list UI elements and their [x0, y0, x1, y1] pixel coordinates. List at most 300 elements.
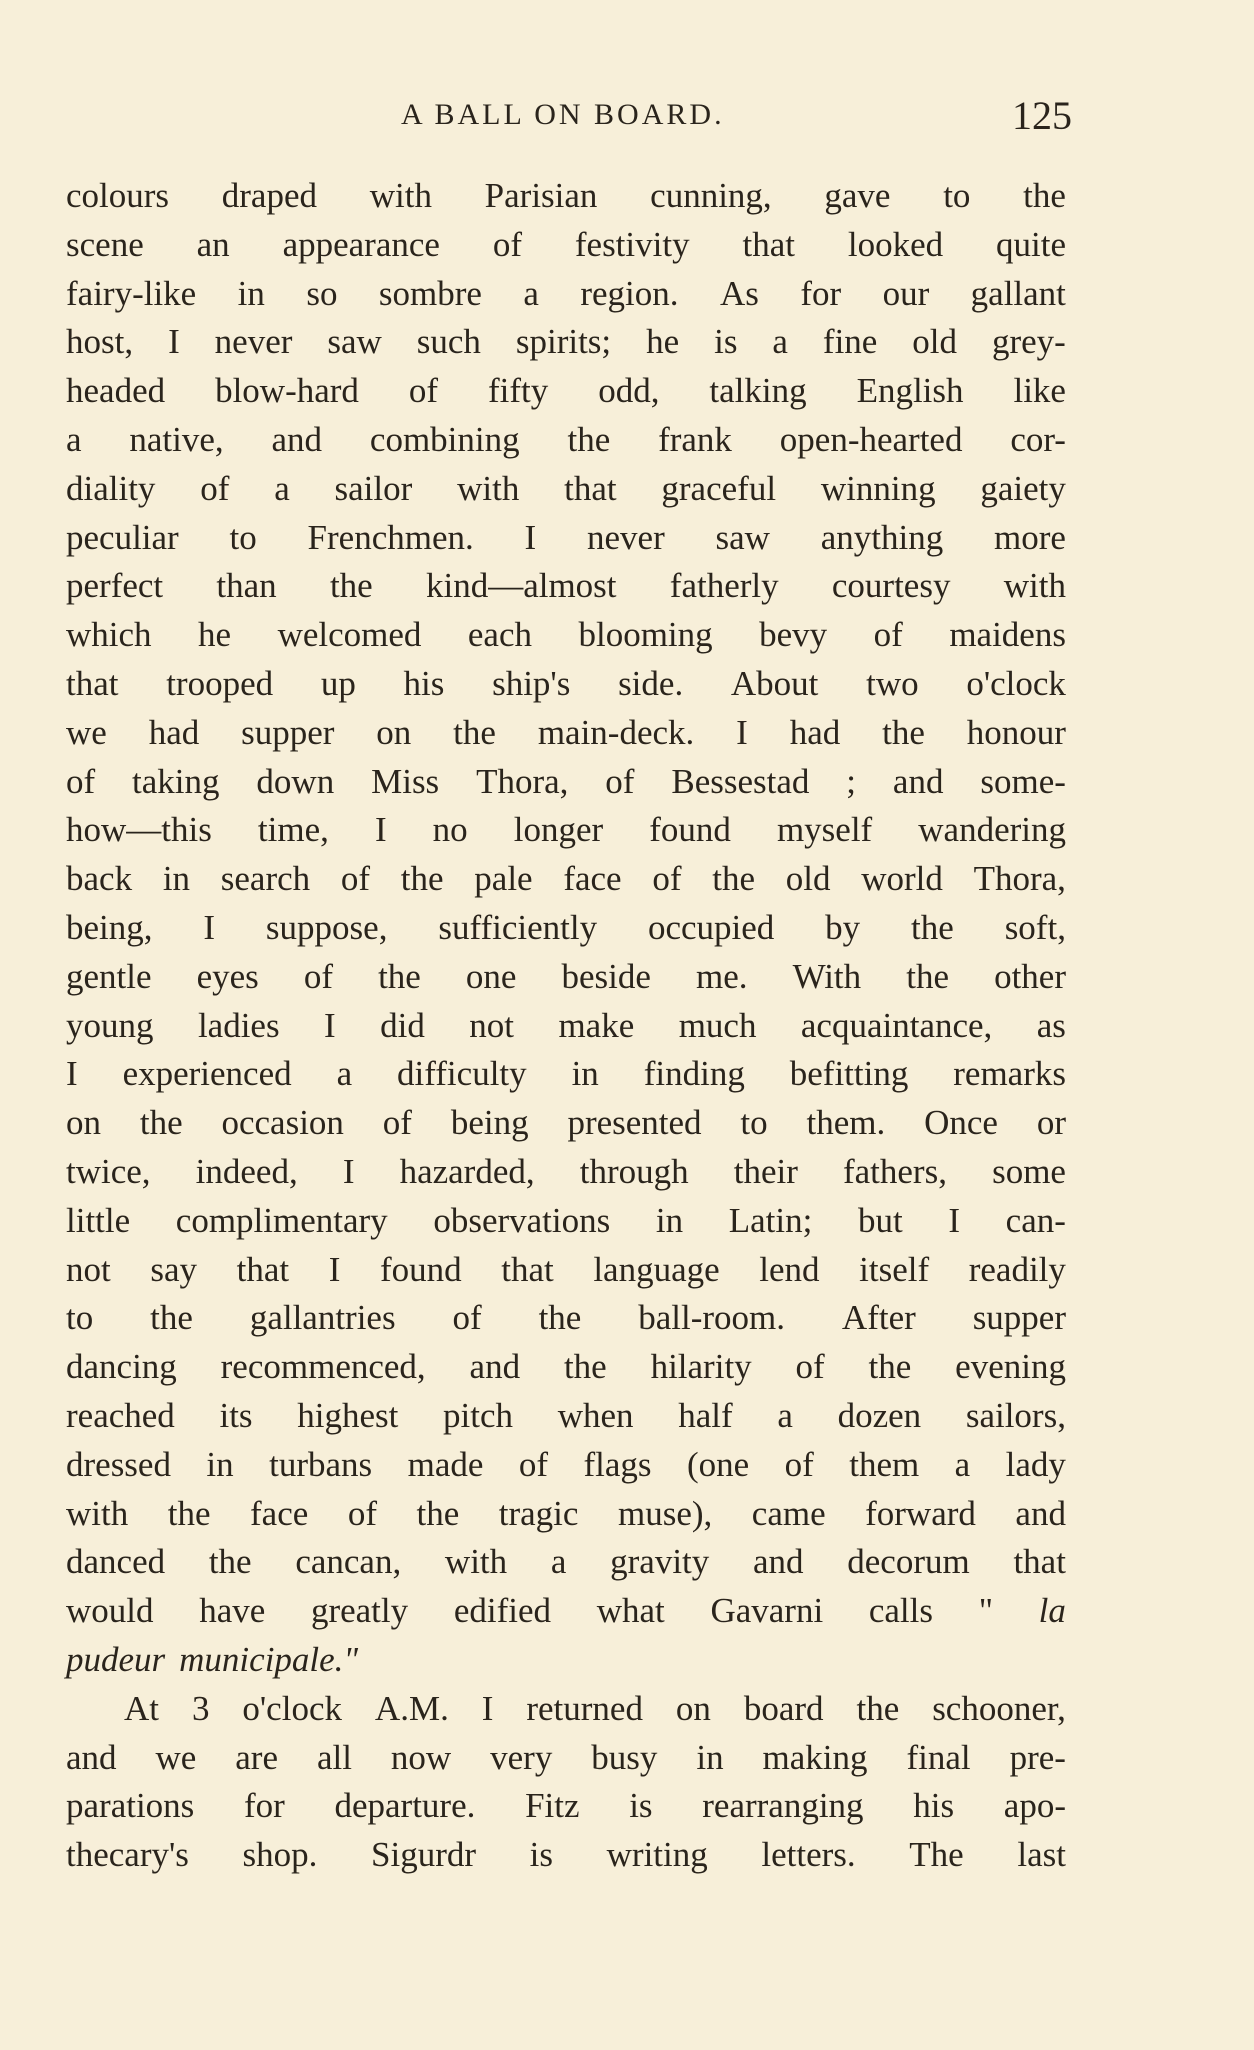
word: trooped	[166, 663, 274, 703]
word: I	[481, 1688, 494, 1728]
word: never	[214, 322, 293, 362]
word: old	[785, 859, 831, 899]
word: Latin;	[728, 1200, 813, 1240]
word: blow-hard	[215, 371, 359, 411]
word: of	[303, 956, 334, 996]
text-line	[66, 1490, 1066, 1539]
word: twice,	[66, 1151, 151, 1191]
word: native,	[129, 419, 224, 459]
word: our	[882, 273, 930, 313]
word: the	[882, 712, 925, 752]
word: are	[235, 1737, 278, 1777]
word: that	[564, 468, 617, 508]
text-line	[66, 172, 1066, 221]
word: returned	[526, 1688, 643, 1728]
body-text	[66, 172, 1066, 1880]
word: some-	[980, 761, 1066, 801]
text-line	[66, 1246, 1066, 1295]
word: being,	[66, 907, 153, 947]
word: graceful	[661, 468, 777, 508]
word: ;	[846, 761, 857, 801]
word: finding	[643, 1054, 745, 1094]
word: up	[320, 663, 356, 703]
word: search	[220, 859, 311, 899]
word: to	[66, 1298, 94, 1338]
word: shop.	[242, 1835, 318, 1875]
word: two	[866, 663, 919, 703]
text-line	[66, 465, 1066, 514]
word: a	[954, 1444, 971, 1484]
word: the	[208, 1542, 252, 1582]
word: have	[199, 1591, 266, 1631]
word: such	[416, 322, 481, 362]
word: them	[849, 1444, 920, 1484]
word: his	[403, 663, 445, 703]
word: them.	[806, 1103, 886, 1143]
word: and	[66, 1737, 117, 1777]
word: a	[336, 1054, 353, 1094]
word: fatherly	[669, 566, 779, 606]
word: occasion	[221, 1103, 344, 1143]
word: of	[795, 1347, 825, 1387]
word: bevy	[759, 615, 828, 655]
text-line	[66, 1441, 1066, 1490]
word: me.	[696, 956, 748, 996]
word: the	[416, 1493, 460, 1533]
word: pudeur	[66, 1639, 166, 1679]
word: and	[753, 1542, 804, 1582]
word: With	[792, 956, 862, 996]
word: Bessestad	[671, 761, 810, 801]
word: edified	[453, 1591, 552, 1631]
word: with	[1003, 566, 1066, 606]
word: to	[229, 517, 257, 557]
word: Parisian	[484, 176, 598, 215]
word: perfect	[66, 566, 164, 606]
word: young	[66, 1005, 154, 1045]
text-line	[66, 270, 1066, 319]
text-line	[66, 855, 1066, 904]
word: time,	[257, 810, 329, 850]
word: language	[593, 1249, 720, 1289]
word: world	[861, 859, 943, 899]
word: with	[66, 1493, 129, 1533]
word: municipale."	[179, 1639, 359, 1679]
word: with	[369, 176, 432, 215]
word: About	[730, 663, 819, 703]
text-line	[66, 562, 1066, 611]
word: pre-	[1009, 1737, 1066, 1777]
text-line	[66, 1636, 1066, 1685]
book-page	[66, 0, 1072, 2050]
word: beside	[561, 956, 651, 996]
word: each	[467, 615, 532, 655]
text-line	[66, 1197, 1066, 1246]
word: cor-	[1010, 419, 1066, 459]
text-line	[66, 1587, 1066, 1636]
word: with	[457, 468, 520, 508]
word: the	[400, 859, 444, 899]
running-title: A BALL ON BOARD.	[401, 98, 725, 131]
word: one	[465, 956, 517, 996]
word: and	[1015, 1493, 1066, 1533]
word: would	[66, 1591, 154, 1631]
word: in	[162, 859, 191, 899]
text-line	[66, 953, 1066, 1002]
word: festivity	[574, 224, 690, 264]
word: tragic	[498, 1493, 579, 1533]
word: maidens	[949, 615, 1066, 655]
word: forward	[865, 1493, 976, 1533]
word: on	[66, 1103, 101, 1143]
word: so	[306, 273, 338, 313]
word: wandering	[918, 810, 1066, 850]
word: scene	[66, 224, 144, 264]
word: fairy-like	[66, 273, 197, 313]
word: last	[1017, 1835, 1066, 1875]
word: itself	[859, 1249, 930, 1289]
word: talking	[709, 371, 807, 411]
text-line	[66, 1831, 1066, 1880]
word: quite	[996, 224, 1066, 264]
text-line	[66, 758, 1066, 807]
word: The	[909, 1835, 964, 1875]
text-line	[66, 1002, 1066, 1051]
word: (one	[686, 1444, 750, 1484]
word: can-	[1005, 1200, 1066, 1240]
text-line	[66, 1343, 1066, 1392]
word: and	[469, 1347, 521, 1387]
word: region.	[580, 273, 679, 313]
word: down	[256, 761, 335, 801]
text-line	[66, 318, 1066, 367]
word: of	[408, 371, 439, 411]
word: colours	[66, 176, 170, 215]
word: la	[1038, 1591, 1066, 1631]
word: on	[675, 1688, 711, 1728]
word: I	[168, 322, 180, 362]
word: had	[789, 712, 841, 752]
word: the	[139, 1103, 183, 1143]
word: that	[742, 224, 795, 264]
word: I	[328, 1249, 341, 1289]
word: in	[655, 1200, 684, 1240]
word: an	[196, 224, 230, 264]
word: of	[452, 1298, 482, 1338]
word: the	[868, 1347, 912, 1387]
word: that	[236, 1249, 290, 1289]
word: I	[203, 907, 216, 947]
word: diality	[66, 468, 156, 508]
word: than	[216, 566, 277, 606]
word: A.M.	[374, 1688, 449, 1728]
word: o'clock	[242, 1688, 342, 1728]
word: ship's	[492, 663, 571, 703]
word: now	[390, 1737, 452, 1777]
word: is	[629, 1786, 653, 1826]
word: taking	[132, 761, 220, 801]
word: 3	[191, 1688, 210, 1728]
word: gravity	[610, 1542, 710, 1582]
word: grey-	[991, 322, 1066, 362]
word: parations	[66, 1786, 195, 1826]
word: in	[696, 1737, 724, 1777]
word: I	[524, 517, 537, 557]
word: or	[1036, 1103, 1066, 1143]
word: its	[219, 1395, 253, 1435]
word: suppose,	[265, 907, 388, 947]
word: odd,	[598, 371, 660, 411]
text-line	[66, 904, 1066, 953]
word: found	[649, 810, 731, 850]
page-header	[66, 92, 1072, 142]
word: gaiety	[980, 468, 1066, 508]
word: English	[856, 371, 964, 411]
word: being	[450, 1103, 529, 1143]
word: of	[873, 615, 903, 655]
word: occupied	[647, 907, 775, 947]
word: hazarded,	[399, 1151, 535, 1191]
word: had	[148, 712, 200, 752]
word: on	[376, 712, 412, 752]
text-line	[66, 611, 1066, 660]
word: a	[274, 468, 290, 508]
word: dressed	[66, 1444, 171, 1484]
word: is	[529, 1835, 554, 1875]
word: At	[124, 1688, 159, 1728]
word: of	[492, 224, 522, 264]
word: when	[557, 1395, 634, 1435]
word: Gavarni	[710, 1591, 824, 1631]
word: the	[712, 859, 755, 899]
word: a	[66, 419, 82, 459]
word: in	[237, 273, 265, 313]
word: make	[558, 1005, 635, 1045]
word: of	[347, 1493, 377, 1533]
text-line	[66, 1782, 1066, 1831]
text-line	[66, 367, 1066, 416]
word: of	[200, 468, 230, 508]
word: face	[250, 1493, 309, 1533]
word: greatly	[310, 1591, 409, 1631]
word: sailors,	[965, 1395, 1066, 1435]
word: more	[994, 517, 1066, 557]
word: danced	[66, 1542, 166, 1582]
text-line	[66, 1392, 1066, 1441]
word: I	[342, 1151, 355, 1191]
word: the	[538, 1298, 582, 1338]
word: of	[518, 1444, 549, 1484]
word: by	[825, 907, 861, 947]
word: calls	[868, 1591, 933, 1631]
word: anything	[820, 517, 944, 557]
word: peculiar	[66, 517, 179, 557]
text-line	[66, 1099, 1066, 1148]
word: main-deck.	[537, 712, 695, 752]
text-line	[66, 1685, 1066, 1734]
word: with	[444, 1542, 508, 1582]
word: their	[733, 1151, 798, 1191]
word: the	[856, 1688, 900, 1728]
word: which	[66, 615, 152, 655]
word: frank	[658, 419, 732, 459]
word: came	[751, 1493, 826, 1533]
word: he	[198, 615, 232, 655]
word: say	[150, 1249, 197, 1289]
word: of	[340, 859, 371, 899]
word: cancan,	[295, 1542, 402, 1582]
word: a	[523, 273, 539, 313]
word: I	[374, 810, 387, 850]
word: recommenced,	[220, 1347, 426, 1387]
word: highest	[297, 1395, 399, 1435]
word: lady	[1005, 1444, 1066, 1484]
word: saw	[715, 517, 770, 557]
text-line	[66, 221, 1066, 270]
word: experienced	[122, 1054, 292, 1094]
word: sombre	[378, 273, 482, 313]
word: gallantries	[249, 1298, 396, 1338]
word: Frenchmen.	[307, 517, 474, 557]
word: Fitz	[525, 1786, 580, 1826]
word: writing	[606, 1835, 708, 1875]
word: I	[66, 1054, 78, 1094]
word: back	[66, 859, 133, 899]
word: in	[571, 1054, 599, 1094]
text-line	[66, 514, 1066, 563]
word: other	[994, 956, 1066, 996]
word: the	[906, 956, 949, 996]
word: and	[892, 761, 944, 801]
word: sufficiently	[438, 907, 598, 947]
word: the	[911, 907, 954, 947]
word: all	[316, 1737, 352, 1777]
word: the	[378, 956, 421, 996]
word: the	[563, 1347, 607, 1387]
word: I	[948, 1200, 961, 1240]
word: remarks	[953, 1054, 1066, 1094]
word: a	[550, 1542, 567, 1582]
word: to	[740, 1103, 768, 1143]
word: presented	[567, 1103, 702, 1143]
word: winning	[820, 468, 936, 508]
word: through	[579, 1151, 689, 1191]
word: half	[678, 1395, 733, 1435]
word: like	[1013, 371, 1066, 411]
word: old	[912, 322, 958, 362]
word: the	[150, 1298, 193, 1338]
word: and	[271, 419, 323, 459]
word: observations	[433, 1200, 611, 1240]
word: we	[66, 712, 107, 752]
word: schooner,	[932, 1688, 1066, 1728]
word: a	[777, 1395, 793, 1435]
word: decorum	[847, 1542, 970, 1582]
word: ladies	[197, 1005, 280, 1045]
word: in	[206, 1444, 234, 1484]
word: I	[736, 712, 748, 752]
word: not	[469, 1005, 515, 1045]
word: sailor	[334, 468, 413, 508]
word: ball-room.	[638, 1298, 786, 1338]
word: apo-	[1003, 1786, 1066, 1826]
word: readily	[968, 1249, 1066, 1289]
text-line	[66, 709, 1066, 758]
text-line	[66, 806, 1066, 855]
word: a	[772, 322, 788, 362]
word: the	[453, 712, 496, 752]
word: side.	[618, 663, 684, 703]
word: never	[587, 517, 665, 557]
word: pale	[474, 859, 533, 899]
word: little	[66, 1200, 131, 1240]
word: gentle	[66, 956, 152, 996]
word: reached	[66, 1395, 175, 1435]
word: honour	[966, 712, 1066, 752]
word: Miss	[371, 761, 440, 801]
word: eyes	[196, 956, 259, 996]
word: how—this	[66, 810, 212, 850]
word: the	[329, 566, 373, 606]
word: did	[380, 1005, 425, 1045]
word: letters.	[761, 1835, 856, 1875]
word: hilarity	[650, 1347, 752, 1387]
word: is	[714, 322, 738, 362]
word: for	[800, 273, 842, 313]
word: lend	[759, 1249, 820, 1289]
word: making	[762, 1737, 868, 1777]
word: spirits;	[515, 322, 612, 362]
word: that	[1013, 1542, 1066, 1582]
word: not	[66, 1249, 111, 1289]
word: "	[978, 1591, 993, 1631]
word: welcomed	[277, 615, 422, 655]
word: we	[155, 1737, 197, 1777]
word: turbans	[269, 1444, 373, 1484]
word: dozen	[837, 1395, 922, 1435]
word: some	[992, 1151, 1066, 1191]
word: for	[243, 1786, 285, 1826]
word: blooming	[578, 615, 713, 655]
text-line	[66, 1050, 1066, 1099]
word: to	[943, 176, 971, 215]
word: I	[324, 1005, 336, 1045]
word: gave	[824, 176, 891, 215]
word: very	[490, 1737, 553, 1777]
word: Once	[924, 1103, 998, 1143]
word: that	[501, 1249, 554, 1289]
word: of	[382, 1103, 412, 1143]
word: looked	[847, 224, 944, 264]
text-line	[66, 660, 1066, 709]
word: saw	[327, 322, 382, 362]
word: indeed,	[195, 1151, 298, 1191]
word: board	[743, 1688, 824, 1728]
word: supper	[972, 1298, 1066, 1338]
word: thecary's	[66, 1835, 189, 1875]
word: of	[652, 859, 682, 899]
word: much	[678, 1005, 757, 1045]
word: busy	[591, 1737, 658, 1777]
word: Sigurdr	[371, 1835, 477, 1875]
word: cunning,	[650, 176, 772, 215]
word: found	[379, 1249, 462, 1289]
word: but	[858, 1200, 903, 1240]
word: acquaintance,	[800, 1005, 993, 1045]
page-number: 125	[1012, 93, 1072, 138]
word: of	[66, 761, 96, 801]
word: gallant	[970, 273, 1066, 313]
